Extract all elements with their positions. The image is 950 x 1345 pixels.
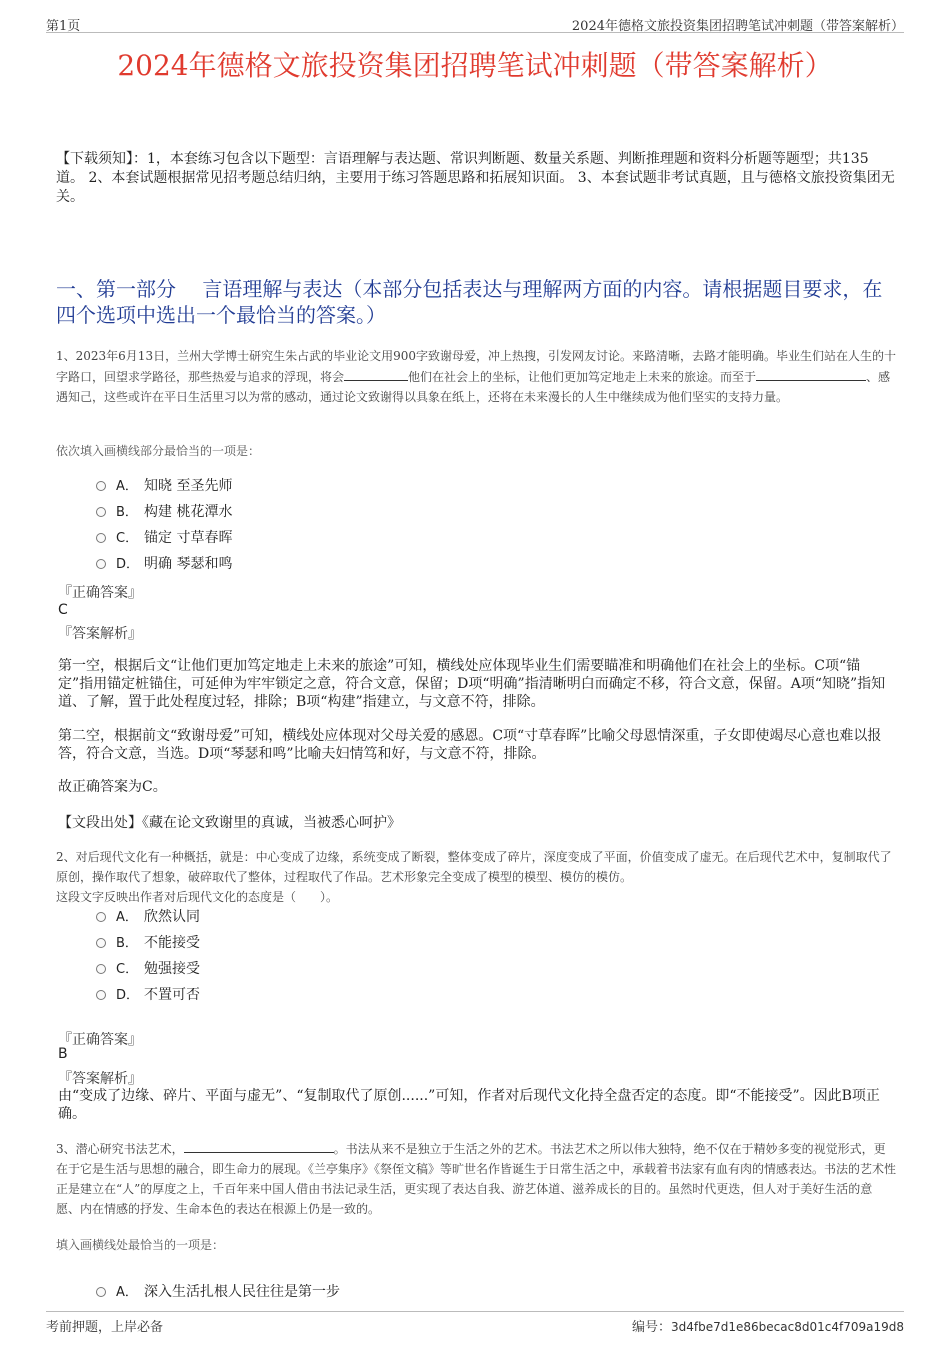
q3-prompt: 填入画横线处最恰当的一项是： (56, 1238, 225, 1252)
radio-icon[interactable] (96, 533, 106, 543)
q2-passage: 2、对后现代文化有一种概括，就是：中心变成了边缘，系统变成了断裂，整体变成了碎片，深度变成了平面，价值变成了虚无。在后现代艺术中，复制取代了原创，操作取代了想象，破碎取代了整体，过程取代了作品。艺术形象完全变成了模型的模型、模仿的模仿。 (56, 850, 892, 884)
q3-text-part1: 3、潜心研究书法艺术， (56, 1142, 184, 1156)
q1-analysis-label: 『答案解析』 (58, 626, 142, 642)
q1-analysis-para-1: 第一空，根据后文“让他们更加笃定地走上未来的旅途”可知，横线处应体现毕业生们需要瞄准和明确他们在社会上的坐标。C项“锚定”指用锚定桩锚住，可延伸为牢牢锁定之意，符合文意，保留；D项“明确”指清晰明白而确定不移，符合文意，保留。A项“知晓”指知道、了解，置于此处程度过轻，排除；B项“构建”指建立，与文意不符，排除。 (58, 658, 886, 710)
q1-option-c[interactable]: C． 锚定 寸草春晖 (96, 528, 232, 548)
q1-prompt: 依次填入画横线部分最恰当的一项是： (56, 444, 261, 458)
q1-answer-label: 『正确答案』 (58, 585, 142, 601)
q1-analysis-para-2: 第二空，根据前文“致谢母爱”可知，横线处应体现对父母关爱的感恩。C项“寸草春晖”比喻父母恩情深重，子女即使竭尽心意也难以报答，符合文意，当选。D项“琴瑟和鸣”比喻夫妇情笃和好，与文意不符，排除。 (58, 728, 882, 762)
radio-icon[interactable] (96, 507, 106, 517)
q3-option-a[interactable]: A． 深入生活扎根人民往往是第一步 (96, 1282, 340, 1302)
question-3-text (56, 1138, 896, 1219)
q1-blank-2 (756, 366, 866, 381)
page-footer (46, 1311, 904, 1335)
header-doc-title: 2024年德格文旅投资集团招聘笔试冲刺题（带答案解析） (571, 19, 904, 34)
q1-option-d[interactable]: D． 明确 琴瑟和鸣 (96, 554, 232, 574)
q1-source: 【文段出处】《藏在论文致谢里的真诚，当被悉心呵护》 (58, 815, 401, 831)
q3-blank (184, 1138, 334, 1153)
page-header (46, 14, 904, 33)
radio-icon[interactable] (96, 938, 106, 948)
q2-analysis-label: 『答案解析』 (58, 1071, 142, 1087)
q1-text-part2: 他们在社会上的坐标，让他们更加笃定地走上未来的旅途。而至于 (408, 370, 757, 384)
q2-option-b[interactable]: B． 不能接受 (96, 933, 200, 953)
q1-text-part1: 1、2023年6月13日，兰州大学博士研究生朱占武的毕业论文用900字致谢母爱，冲上热搜，引发网友讨论。来路清晰，去路才能明确。毕业生们站在人生的十字路口，回望求学路径，那些热爱与追求的浮现，将会 (56, 349, 896, 384)
q1-blank-1 (344, 366, 408, 381)
section-heading: 一、第一部分 言语理解与表达（本部分包括表达与理解两方面的内容。请根据题目要求，在四个选项中选出一个最恰当的答案。） (56, 277, 883, 327)
radio-icon[interactable] (96, 912, 106, 922)
radio-icon[interactable] (96, 481, 106, 491)
question-1-text (56, 346, 896, 407)
q2-analysis: 由“变成了边缘、碎片、平面与虚无”、“复制取代了原创......”可知，作者对后现代文化持全盘否定的态度。即“不能接受”。因此B项正确。 (58, 1088, 880, 1122)
q2-option-a[interactable]: A． 欣然认同 (96, 907, 200, 927)
q1-option-b[interactable]: B． 构建 桃花潭水 (96, 502, 232, 522)
footer-slogan: 考前押题，上岸必备 (46, 1320, 164, 1335)
radio-icon[interactable] (96, 964, 106, 974)
radio-icon[interactable] (96, 559, 106, 569)
q2-option-d[interactable]: D． 不置可否 (96, 985, 200, 1005)
q2-option-c[interactable]: C． 勉强接受 (96, 959, 200, 979)
footer-id-code: 3d4fbe7d1e86becac8d01c4f709a19d8 (671, 1320, 904, 1334)
document-title: 2024年德格文旅投资集团招聘笔试冲刺题（带答案解析） (117, 49, 833, 82)
download-notice: 【下载须知】：1，本套练习包含以下题型：言语理解与表达题、常识判断题、数量关系题、判断推理题和资料分析题等题型；共135道。 2、本套试题根据常见招考题总结归纳，主要用于练习答题思路和拓展知识面。 3、本套试题非考试真题，且与德格文旅投资集团无关。 (56, 151, 895, 205)
page-number: 第1页 (46, 19, 81, 34)
q1-option-a[interactable]: A． 知晓 至圣先师 (96, 476, 232, 496)
q2-stem: 这段文字反映出作者对后现代文化的态度是（ ）。 (56, 890, 339, 904)
footer-doc-id (632, 1316, 904, 1335)
q1-answer: C (58, 602, 68, 618)
q1-text-part3: 、感遇知己，这些或许在平日生活里习以为常的感动，通过论文致谢得以具象在纸上，还将在未来漫长的人生中继续成为他们坚实的支持力量。 (56, 370, 891, 404)
q3-text-part2: 。书法从来不是独立于生活之外的艺术。书法艺术之所以伟大独特，绝不仅在于精妙多变的视觉形式，更在于它是生活与思想的融合，即生命力的展现。《兰亭集序》《祭侄文稿》等旷世名作皆诞生于日常生活之中，承载着书法家有血有肉的情感表达。书法的艺术性正是建立在“人”的厚度之上，千百年来中国人借由书法记录生活，更实现了表达自我、游艺体道、滋养成长的目的。虽然时代更迭，但人对于美好生活的意愿、内在情感的抒发、生命本色的表达在根源上仍是一致的。 (56, 1142, 897, 1216)
radio-icon[interactable] (96, 990, 106, 1000)
question-2-text (56, 847, 896, 907)
q1-analysis-conclusion: 故正确答案为C。 (58, 779, 167, 795)
q2-answer-label: 『正确答案』 (58, 1032, 142, 1048)
radio-icon[interactable] (96, 1287, 106, 1297)
footer-id-label: 编号： (632, 1320, 672, 1335)
q2-answer: B (58, 1046, 68, 1062)
